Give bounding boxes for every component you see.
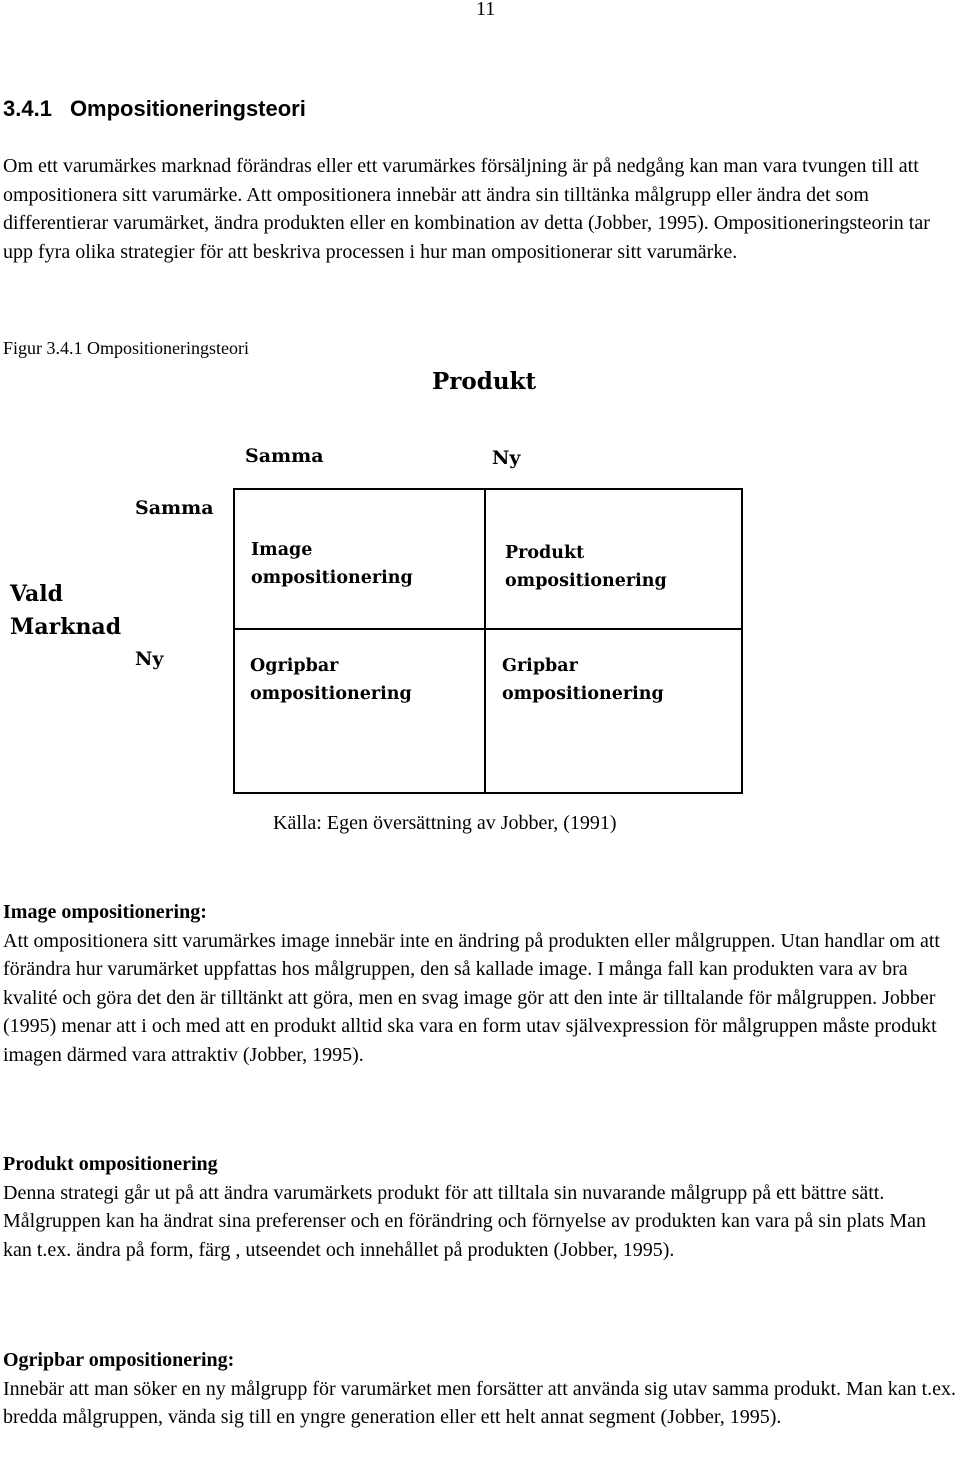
intro-paragraph: Om ett varumärkes marknad förändras eller ett varumärkes försäljning är på nedgång kan man vara tvungen till att ompositionera sitt varumärke. Att ompositionera innebär att ändra sin tilltänka målgrupp eller ändra det som differentierar varumärket, ändra produkten eller en kombination av detta (Jobber, 1995). Ompositioneringsteorin tar upp fyra olika strategier för att beskriva processen i hur man ompositionerar sitt varumärke.: [3, 155, 930, 263]
positioning-matrix-figure: [0, 348, 960, 798]
cell-line: Ogripbar: [250, 656, 339, 676]
cell-line: Image: [251, 540, 313, 560]
cell-gripbar-ompositionering: [502, 652, 664, 708]
cell-produkt-ompositionering: [505, 539, 667, 595]
matrix-border: [233, 488, 743, 794]
cell-line: ompositionering: [251, 568, 413, 588]
figure-side-axis-label: [10, 578, 121, 644]
section-heading-ogripbar: Ogripbar ompositionering:: [3, 1349, 235, 1371]
section-number: 3.4.1: [3, 96, 52, 121]
cell-image-ompositionering: [251, 536, 413, 592]
section-heading-produkt: Produkt ompositionering: [3, 1153, 218, 1175]
figure-top-axis-label: Produkt: [432, 368, 537, 395]
side-axis-line-2: Marknad: [10, 614, 122, 640]
row-label-ny: Ny: [135, 648, 164, 670]
row-label-samma: Samma: [135, 497, 214, 519]
section-image-ompositionering: [3, 898, 959, 1070]
section-title: Ompositioneringsteori: [69, 96, 306, 121]
cell-line: ompositionering: [250, 684, 412, 704]
figure-caption: Figur 3.4.1 Ompositioneringsteori: [3, 338, 249, 358]
section-heading-image: Image ompositionering:: [3, 901, 207, 923]
section-text-image: Att ompositionera sitt varumärkes image innebär inte en ändring på produkten eller målgruppen. Utan handlar om att förändra hur varumärket uppfattas hos målgruppen, den så kallade image. I många fall kan produkten vara av bra kvalité och göra det den är tilltänkt att göra, men en svag image gör att den inte är tilltalande för målgruppen. Jobber (1995) menar att i och med att en produkt alltid ska vara en form utav självexpression för målgruppen måste produkt imagen därmed vara attraktiv (Jobber, 1995).: [3, 929, 940, 1066]
cell-line: Gripbar: [502, 656, 578, 676]
section-text-ogripbar: Innebär att man söker en ny målgrupp för varumärket men forsätter att använda sig utav samma produkt. Man kan t.ex. bredda målgruppen, vända sig till en yngre generation eller ett helt annat segment (Jobber, 1995).: [3, 1377, 957, 1429]
column-label-samma: Samma: [245, 445, 324, 467]
side-axis-line-1: Vald: [10, 581, 64, 607]
page-number: 11: [476, 0, 496, 20]
section-text-produkt: Denna strategi går ut på att ändra varumärkets produkt för att tilltala sin nuvarande målgrupp på ett bättre sätt. Målgruppen kan ha ändrat sina preferenser och en förändring och förnyelse av produkten kan vara på sin plats Man kan t.ex. ändra på form, färg , utseendet och innehållet på produkten (Jobber, 1995).: [3, 1181, 926, 1261]
figure-source: Källa: Egen översättning av Jobber, (1991): [273, 812, 617, 834]
cell-line: Produkt: [505, 543, 585, 563]
cell-ogripbar-ompositionering: [250, 652, 412, 708]
column-label-ny: Ny: [492, 447, 521, 469]
section-ogripbar-ompositionering: [3, 1346, 959, 1432]
section-heading: [3, 96, 306, 122]
cell-line: ompositionering: [502, 684, 664, 704]
section-produkt-ompositionering: [3, 1150, 959, 1264]
matrix-horizontal-divider: [233, 628, 743, 630]
matrix-vertical-divider: [484, 488, 486, 794]
cell-line: ompositionering: [505, 571, 667, 591]
